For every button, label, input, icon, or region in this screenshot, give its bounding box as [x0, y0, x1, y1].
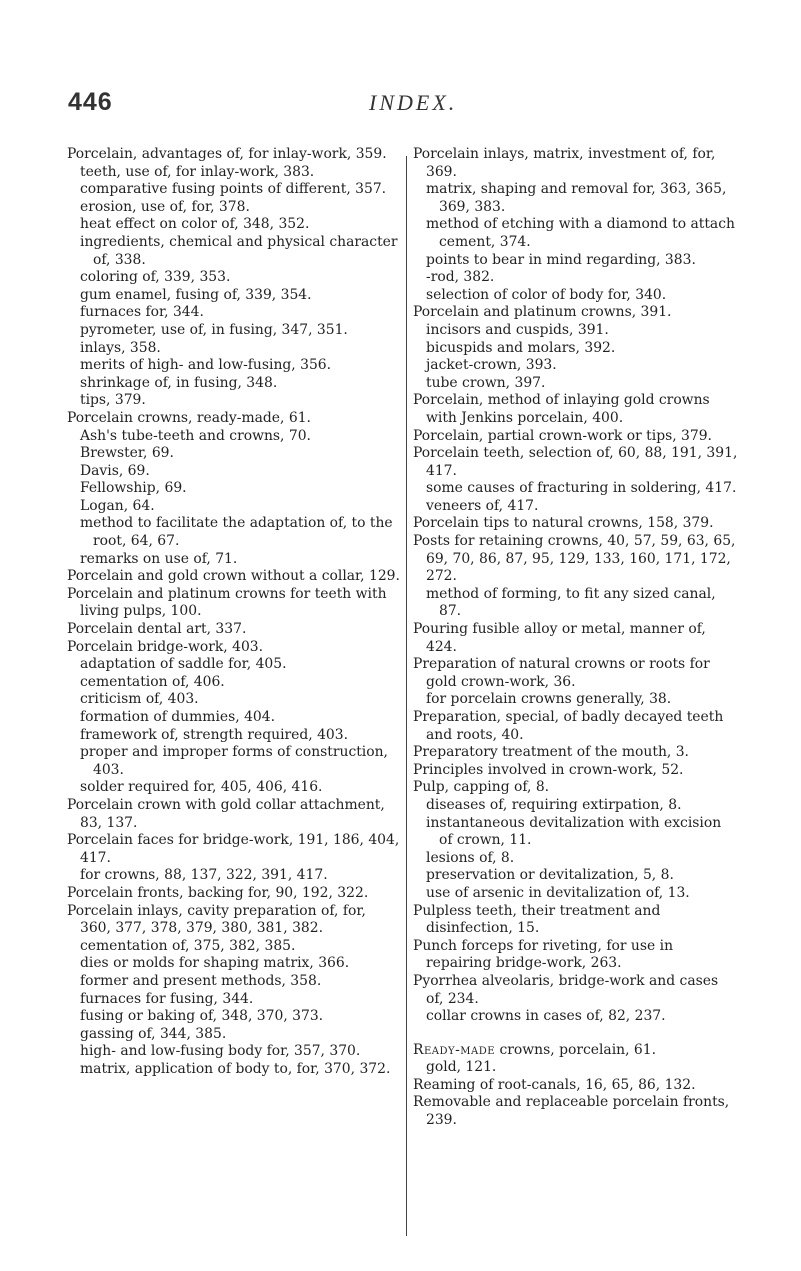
index-entry: Porcelain faces for bridge-work, 191, 186, 404, 417. — [67, 832, 400, 866]
index-subentry: selection of color of body for, 340. — [426, 286, 667, 303]
running-head: INDEX. — [369, 90, 458, 115]
index-entry: Pulpless teeth, their treatment and disinfection, 15. — [413, 902, 661, 937]
index-subentry: lesions of, 8. — [426, 849, 515, 866]
index-subentry: matrix, application of body to, for, 370, 372. — [80, 1060, 391, 1077]
index-subentry: framework of, strength required, 403. — [80, 726, 349, 743]
index-subentry: method of forming, to fit any sized canal, 87. — [426, 585, 716, 620]
index-subentry: some causes of fracturing in soldering, 417. — [426, 480, 737, 497]
index-subentry: former and present methods, 358. — [80, 972, 322, 989]
index-subentry: formation of dummies, 404. — [80, 709, 275, 725]
index-subentry: heat effect on color of, 348, 352. — [80, 216, 310, 233]
index-entry: Reaming of root-canals, 16, 65, 86, 132. — [413, 1076, 696, 1093]
index-subentry: Fellowship, 69. — [80, 480, 187, 497]
index-entry: Porcelain, method of inlaying gold crowns with Jenkins porcelain, 400. — [413, 392, 710, 426]
index-entry: Porcelain and gold crown without a collar, 129. — [67, 568, 400, 585]
index-entry: Posts for retaining crowns, 40, 57, 59, 63, 65, 69, 70, 86, 87, 95, 129, 133, 160, 171, 172, 272. — [413, 533, 736, 585]
index-subentry: dies or molds for shaping matrix, 366. — [80, 955, 350, 972]
index-subentry: inlays, 358. — [80, 339, 161, 356]
index-subentry: -rod, 382. — [426, 269, 495, 286]
index-entry: Preparatory treatment of the mouth, 3. — [413, 744, 689, 761]
index-entry: Porcelain crowns, ready-made, 61. — [67, 409, 311, 426]
index-subentry: collar crowns in cases of, 82, 237. — [426, 1008, 666, 1025]
index-entry: Preparation, special, of badly decayed teeth and roots, 40. — [413, 709, 724, 743]
index-subentry: erosion, use of, for, 378. — [80, 198, 250, 215]
index-subentry: preservation or devitalization, 5, 8. — [426, 867, 674, 884]
index-entry: Removable and replaceable porcelain fronts, 239. — [413, 1094, 730, 1129]
index-subentry: furnaces for, 344. — [80, 304, 204, 321]
index-entry: Pulp, capping of, 8. — [413, 779, 550, 796]
index-entry: Porcelain fronts, backing for, 90, 192, 322. — [67, 884, 369, 901]
index-entry: Porcelain and platinum crowns, 391. — [413, 304, 672, 321]
index-entry: Porcelain inlays, cavity preparation of, for, 360, 377, 378, 379, 380, 381, 382. — [67, 902, 366, 937]
index-subentry: gum enamel, fusing of, 339, 354. — [80, 286, 312, 303]
index-subentry: Ash's tube-teeth and crowns, 70. — [80, 427, 311, 444]
index-subentry: solder required for, 405, 406, 416. — [80, 779, 323, 796]
index-subentry: gassing of, 344, 385. — [80, 1025, 227, 1042]
index-subentry: Brewster, 69. — [80, 445, 174, 462]
index-subentry: use of arsenic in devitalization of, 13. — [426, 884, 690, 901]
index-entry: Pyorrhea alveolaris, bridge-work and cases of, 234. — [413, 972, 719, 1007]
index-subentry: gold, 121. — [426, 1059, 497, 1076]
index-entry: Porcelain dental art, 337. — [67, 621, 247, 638]
index-entry: Pouring fusible alloy or metal, manner of, 424. — [413, 621, 706, 655]
index-subentry: for porcelain crowns generally, 38. — [426, 691, 672, 708]
index-entry: Porcelain bridge-work, 403. — [67, 638, 264, 655]
index-left-column — [67, 146, 401, 1078]
index-entry: Porcelain teeth, selection of, 60, 88, 191, 391, 417. — [413, 445, 738, 479]
index-entry: Porcelain tips to natural crowns, 158, 379. — [413, 515, 714, 532]
page-header — [0, 88, 801, 128]
index-subentry: matrix, shaping and removal for, 363, 365, 369, 383. — [426, 181, 727, 215]
index-subentry: bicuspids and molars, 392. — [426, 339, 616, 356]
index-subentry: Logan, 64. — [80, 497, 155, 514]
index-subentry: diseases of, requiring extirpation, 8. — [426, 796, 682, 813]
index-subentry: shrinkage of, in fusing, 348. — [80, 374, 278, 391]
column-divider — [406, 156, 407, 1236]
index-subentry: ingredients, chemical and physical character of, 338. — [80, 233, 398, 268]
index-right-column — [413, 146, 739, 1130]
index-subentry: remarks on use of, 71. — [80, 550, 238, 567]
index-subentry: jacket-crown, 393. — [426, 357, 557, 374]
index-subentry: method to facilitate the adaptation of, to the root, 64, 67. — [80, 515, 393, 550]
index-subentry: cementation of, 406. — [80, 673, 225, 690]
index-subentry: high- and low-fusing body for, 357, 370. — [80, 1043, 361, 1060]
index-subentry: method of etching with a diamond to attach cement, 374. — [426, 216, 735, 250]
index-subentry: tips, 379. — [80, 392, 146, 409]
index-entry: Preparation of natural crowns or roots for gold crown-work, 36. — [413, 656, 710, 690]
index-subentry: proper and improper forms of construction, 403. — [80, 744, 388, 778]
index-subentry: furnaces for fusing, 344. — [80, 990, 254, 1007]
index-subentry: for crowns, 88, 137, 322, 391, 417. — [80, 867, 328, 884]
index-subentry: merits of high- and low-fusing, 356. — [80, 357, 332, 374]
index-subentry: incisors and cuspids, 391. — [426, 321, 609, 338]
index-subentry: veneers of, 417. — [426, 497, 539, 514]
index-subentry: points to bear in mind regarding, 383. — [426, 251, 696, 268]
index-subentry: teeth, use of, for inlay-work, 383. — [80, 163, 315, 180]
index-entry: Punch forceps for riveting, for use in repairing bridge-work, 263. — [413, 937, 674, 972]
index-entry: Porcelain, partial crown-work or tips, 379. — [413, 427, 712, 444]
index-subentry: Davis, 69. — [80, 462, 150, 479]
index-subentry: coloring of, 339, 353. — [80, 269, 231, 286]
index-entry: Ready-made crowns, porcelain, 61. — [413, 1041, 657, 1058]
index-subentry: pyrometer, use of, in fusing, 347, 351. — [80, 321, 348, 338]
index-subentry: tube crown, 397. — [426, 374, 546, 391]
index-entry: Porcelain and platinum crowns for teeth with living pulps, 100. — [67, 585, 387, 620]
index-entry: Principles involved in crown-work, 52. — [413, 761, 684, 778]
index-subentry: comparative fusing points of different, 357. — [80, 181, 387, 198]
index-subentry: adaptation of saddle for, 405. — [80, 656, 287, 673]
page-number: 446 — [68, 88, 113, 116]
index-subentry: instantaneous devitalization with excision of crown, 11. — [426, 814, 722, 849]
index-entry: Porcelain inlays, matrix, investment of, for, 369. — [413, 146, 716, 180]
index-subentry: fusing or baking of, 348, 370, 373. — [80, 1008, 324, 1025]
index-subentry: criticism of, 403. — [80, 691, 199, 708]
index-entry: Porcelain crown with gold collar attachment, 83, 137. — [67, 796, 385, 831]
index-entry: Porcelain, advantages of, for inlay-work, 359. — [67, 146, 387, 162]
index-subentry: cementation of, 375, 382, 385. — [80, 937, 296, 954]
